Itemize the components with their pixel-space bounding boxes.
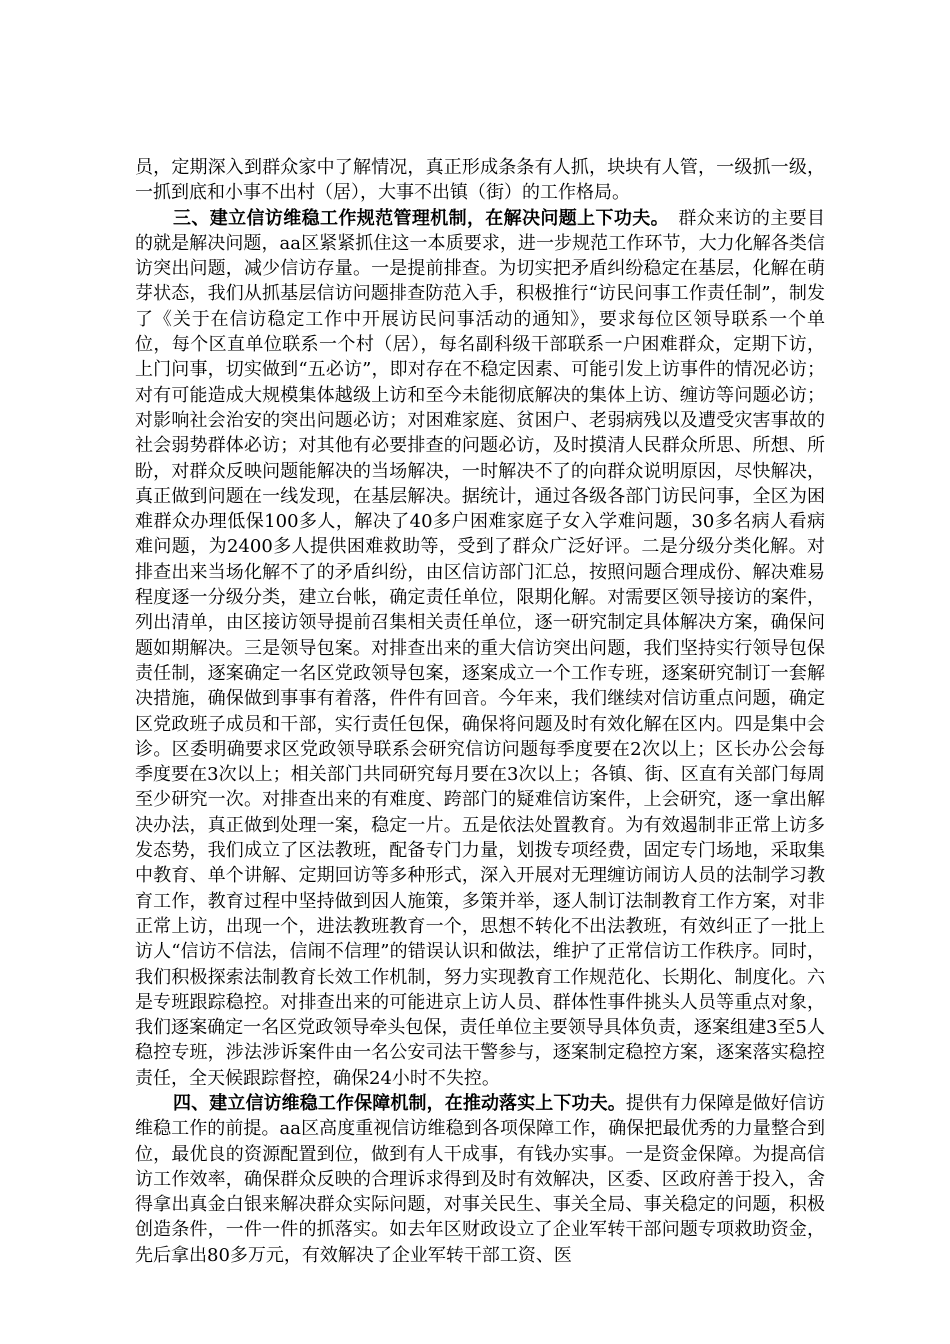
section-heading: 三、建立信访维稳工作规范管理机制，在解决问题上下功夫。 (173, 207, 661, 229)
paragraph-text: 群众来访的主要目的就是解决问题，aa区紧紧抓住这一本质要求，进一步规范工作环节，大力化解各类信访突出问题，减少信访存量。一是提前排查。为切实把矛盾纠纷稳定在基层，化解在萌芽状态，我们从抓基层信访问题排查防范入手，积极推行“访民问事工作责任制”，制发了《关于在信访稳定工作中开展访民问事活动的通知》，要求每位区领导联系一个单位，每个区直单位联系一个村（居），每名副科级干部联系一户困难群众，定期下访，上门问事，切实做到“五必访”，即对存在不稳定因素、可能引发上访事件的情况必访；对有可能造成大规模集体越级上访和至今未能彻底解决的集体上访、缠访等问题必访；对影响社会治安的突出问题必访；对困难家庭、贫困户、老弱病残以及遭受灾害事故的社会弱势群体必访；对其他有必要排查的问题必访，及时摸清人民群众所思、所想、所盼，对群众反映问题能解决的当场解决，一时解决不了的向群众说明原因，尽快解决，真正做到问题在一线发现，在基层解决。据统计，通过各级各部门访民问事，全区为困难群众办理低保100多人，解决了40多户困难家庭子女入学难问题，30多名病人看病难问题，为2400多人提供困难救助等，受到了群众广泛好评。二是分级分类化解。对排查出来当场化解不了的矛盾纠纷，由区信访部门汇总，按照问题合理成份、解决难易程度逐一分级分类，建立台帐，确定责任单位，限期化解。对需要区领导接访的案件，列出清单，由区接访领导提前召集相关责任单位，逐一研究制定具体解决方案，确保问题如期解决。三是领导包案。对排查出来的重大信访突出问题，我们坚持实行领导包保责任制，逐案确定一名区党政领导包案，逐案成立一个工作专班，逐案研究制订一套解决措施，确保做到事事有着落，件件有回音。今年来，我们继续对信访重点问题，确定区党政班子成员和干部，实行责任包保，确保将问题及时有效化解在区内。四是集中会诊。区委明确要求区党政领导联系会研究信访问题每季度要在2次以上；区长办公会每季度要在3次以上；相关部门共同研究每月要在3次以上；各镇、街、区直有关部门每周至少研究一次。对排查出来的有难度、跨部门的疑难信访案件，上会研究，逐一拿出解决办法，真正做到处理一案，稳定一片。五是依法处置教育。为有效遏制非正常上访多发态势，我们成立了区法教班，配备专门力量，划拨专项经费，固定专门场地，采取集中教育、单个讲解、定期回访等多种形式，深入开展对无理缠访闹访人员的法制学习教育工作，教育过程中坚持做到因人施策，多策并举，逐人制订法制教育工作方案，对非正常上访，出现一个，进法教班教育一个，思想不转化不出法教班，有效纠正了一批上访人“信访不信法，信闹不信理”的错误认识和做法，维护了正常信访工作秩序。同时，我们积极探索法制教育长效工作机制，努力实现教育工作规范化、长期化、制度化。六是专班跟踪稳控。对排查出来的可能进京上访人员、群体性事件挑头人员等重点对象，我们逐案确定一名区党政领导牵头包保，责任单位主要领导具体负责，逐案组建3至5人稳控专班，涉法涉诉案件由一名公安司法干警参与，逐案制定稳控方案，逐案落实稳控责任，全天候跟踪督控，确保24小时不失控。 (135, 207, 826, 1089)
paragraph-section-three (135, 206, 825, 1091)
paragraph-text: 员，定期深入到群众家中了解情况，真正形成条条有人抓，块块有人管，一级抓一级，一抓到底和小事不出村（居），大事不出镇（街）的工作格局。 (135, 157, 825, 204)
paragraph-continuation (135, 155, 825, 206)
paragraph-text: 提供有力保障是做好信访维稳工作的前提。aa区高度重视信访维稳到各项保障工作，确保把最优秀的力量整合到位，最优良的资源配置到位，做到有人干成事，有钱办实事。一是资金保障。为提高信访工作效率，确保群众反映的合理诉求得到及时有效解决，区委、区政府善于投入，舍得拿出真金白银来解决群众实际问题，对事关民生、事关全局、事关稳定的问题，积极创造条件，一件一件的抓落实。如去年区财政设立了企业军转干部问题专项救助资金，先后拿出80多万元，有效解决了企业军转干部工资、医 (135, 1092, 826, 1266)
section-heading: 四、建立信访维稳工作保障机制，在推动落实上下功夫。 (173, 1092, 626, 1114)
document-body (135, 155, 825, 1268)
paragraph-section-four (135, 1091, 825, 1268)
